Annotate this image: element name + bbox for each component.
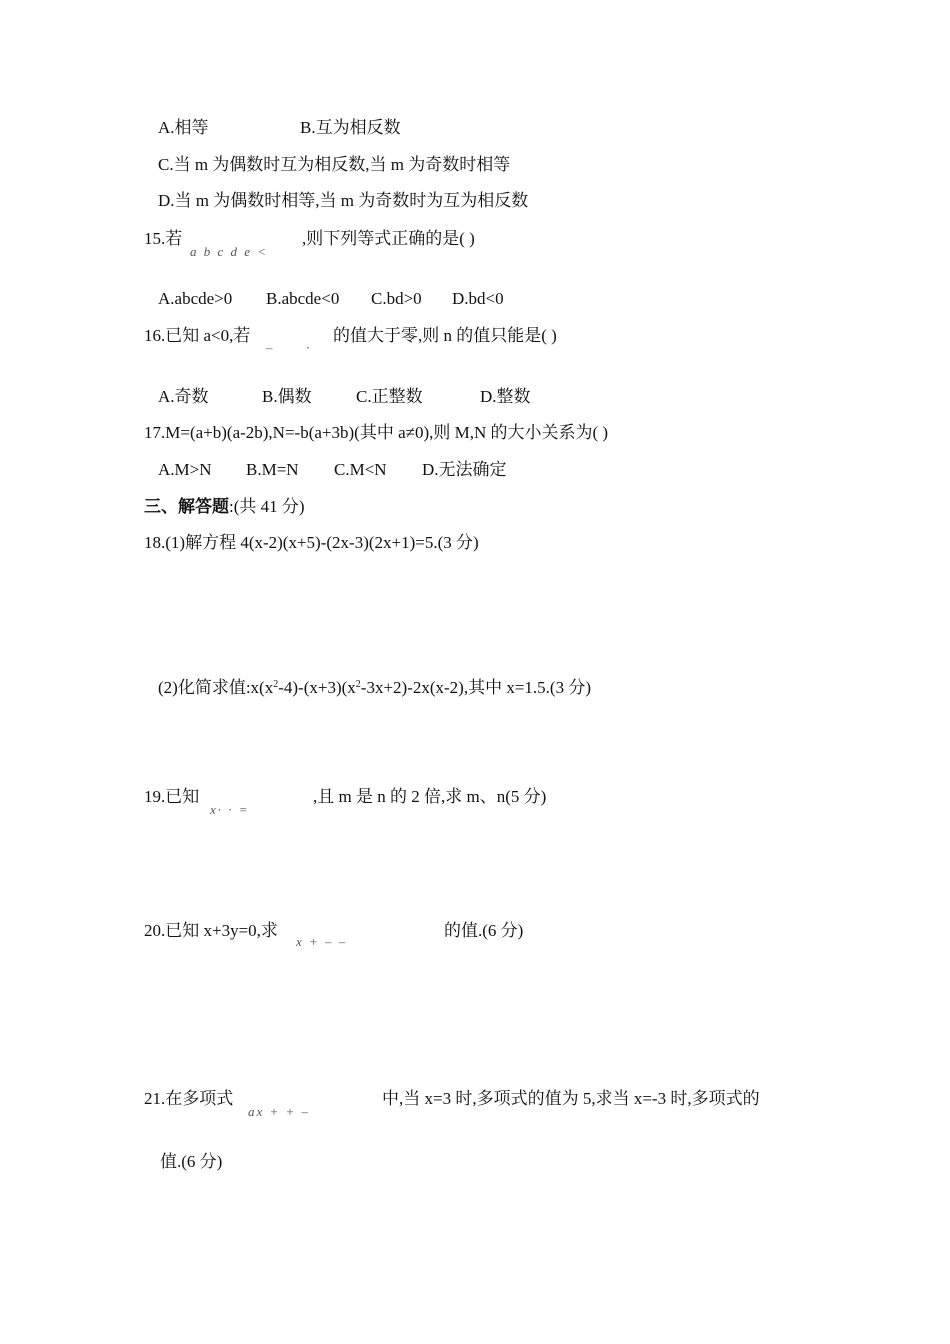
q18-part2-c: -3x+2)-2x(x-2),其中 x=1.5.(3 分) (360, 678, 591, 697)
q15-suffix: ,则下列等式正确的是( ) (302, 229, 475, 248)
q17-option-b: B.M=N (246, 460, 299, 479)
q17-option-c: C.M<N (334, 460, 387, 479)
q21-suffix: 中,当 x=3 时,多项式的值为 5,求当 x=-3 时,多项式的 (382, 1089, 760, 1108)
section-title: 三、解答题 (144, 497, 229, 516)
q15-formula: a b c d e < (190, 244, 269, 259)
q16-option-a: A.奇数 (158, 387, 209, 406)
q20-formula: x + – – (296, 934, 348, 949)
q16-formula-b: · (306, 340, 312, 355)
q18-sup1: 2 (273, 679, 279, 690)
q21-line2: 值.(6 分) (160, 1152, 223, 1171)
q20-prefix: 20.已知 x+3y=0,求 (144, 921, 278, 940)
q18-part1: 18.(1)解方程 4(x-2)(x+5)-(2x-3)(2x+1)=5.(3 分) (144, 533, 479, 552)
q17-option-a: A.M>N (158, 460, 212, 479)
q16-option-c: C.正整数 (356, 387, 423, 406)
section-note: :(共 41 分) (229, 497, 305, 516)
q21-formula: ax + + – (248, 1104, 311, 1119)
q16-option-d: D.整数 (480, 387, 531, 406)
q15-option-d: D.bd<0 (452, 289, 504, 308)
section-heading (144, 496, 305, 518)
q19-prefix: 19.已知 (144, 787, 200, 806)
q18-part2-a: (2)化简求值:x(x (158, 678, 274, 697)
q17-option-d: D.无法确定 (422, 460, 507, 479)
q17-text: 17.M=(a+b)(a-2b),N=-b(a+3b)(其中 a≠0),则 M,N 的大小关系为( ) (144, 423, 609, 442)
q20-suffix: 的值.(6 分) (444, 921, 524, 940)
q18-sup2: 2 (355, 679, 361, 690)
q19-suffix: ,且 m 是 n 的 2 倍,求 m、n(5 分) (313, 787, 547, 806)
q15-option-c: C.bd>0 (371, 289, 422, 308)
q16-prefix: 16.已知 a<0,若 (144, 326, 251, 345)
q16-formula-a: – (266, 340, 275, 355)
q14-option-b: B.互为相反数 (300, 118, 401, 137)
q16-option-b: B.偶数 (262, 387, 312, 406)
q15-option-a: A.abcde>0 (158, 289, 233, 308)
q18-part2-b: -4)-(x+3)(x (278, 678, 356, 697)
q14-option-d: D.当 m 为偶数时相等,当 m 为奇数时为互为相反数 (158, 191, 529, 210)
q19-formula: x· · = (210, 802, 250, 817)
q18-part2 (158, 677, 591, 699)
q15-option-b: B.abcde<0 (266, 289, 340, 308)
q14-option-c: C.当 m 为偶数时互为相反数,当 m 为奇数时相等 (158, 155, 511, 174)
q14-option-a: A.相等 (158, 118, 209, 137)
q15-prefix: 15.若 (144, 229, 183, 248)
q16-suffix: 的值大于零,则 n 的值只能是( ) (333, 326, 557, 345)
q21-prefix: 21.在多项式 (144, 1089, 234, 1108)
